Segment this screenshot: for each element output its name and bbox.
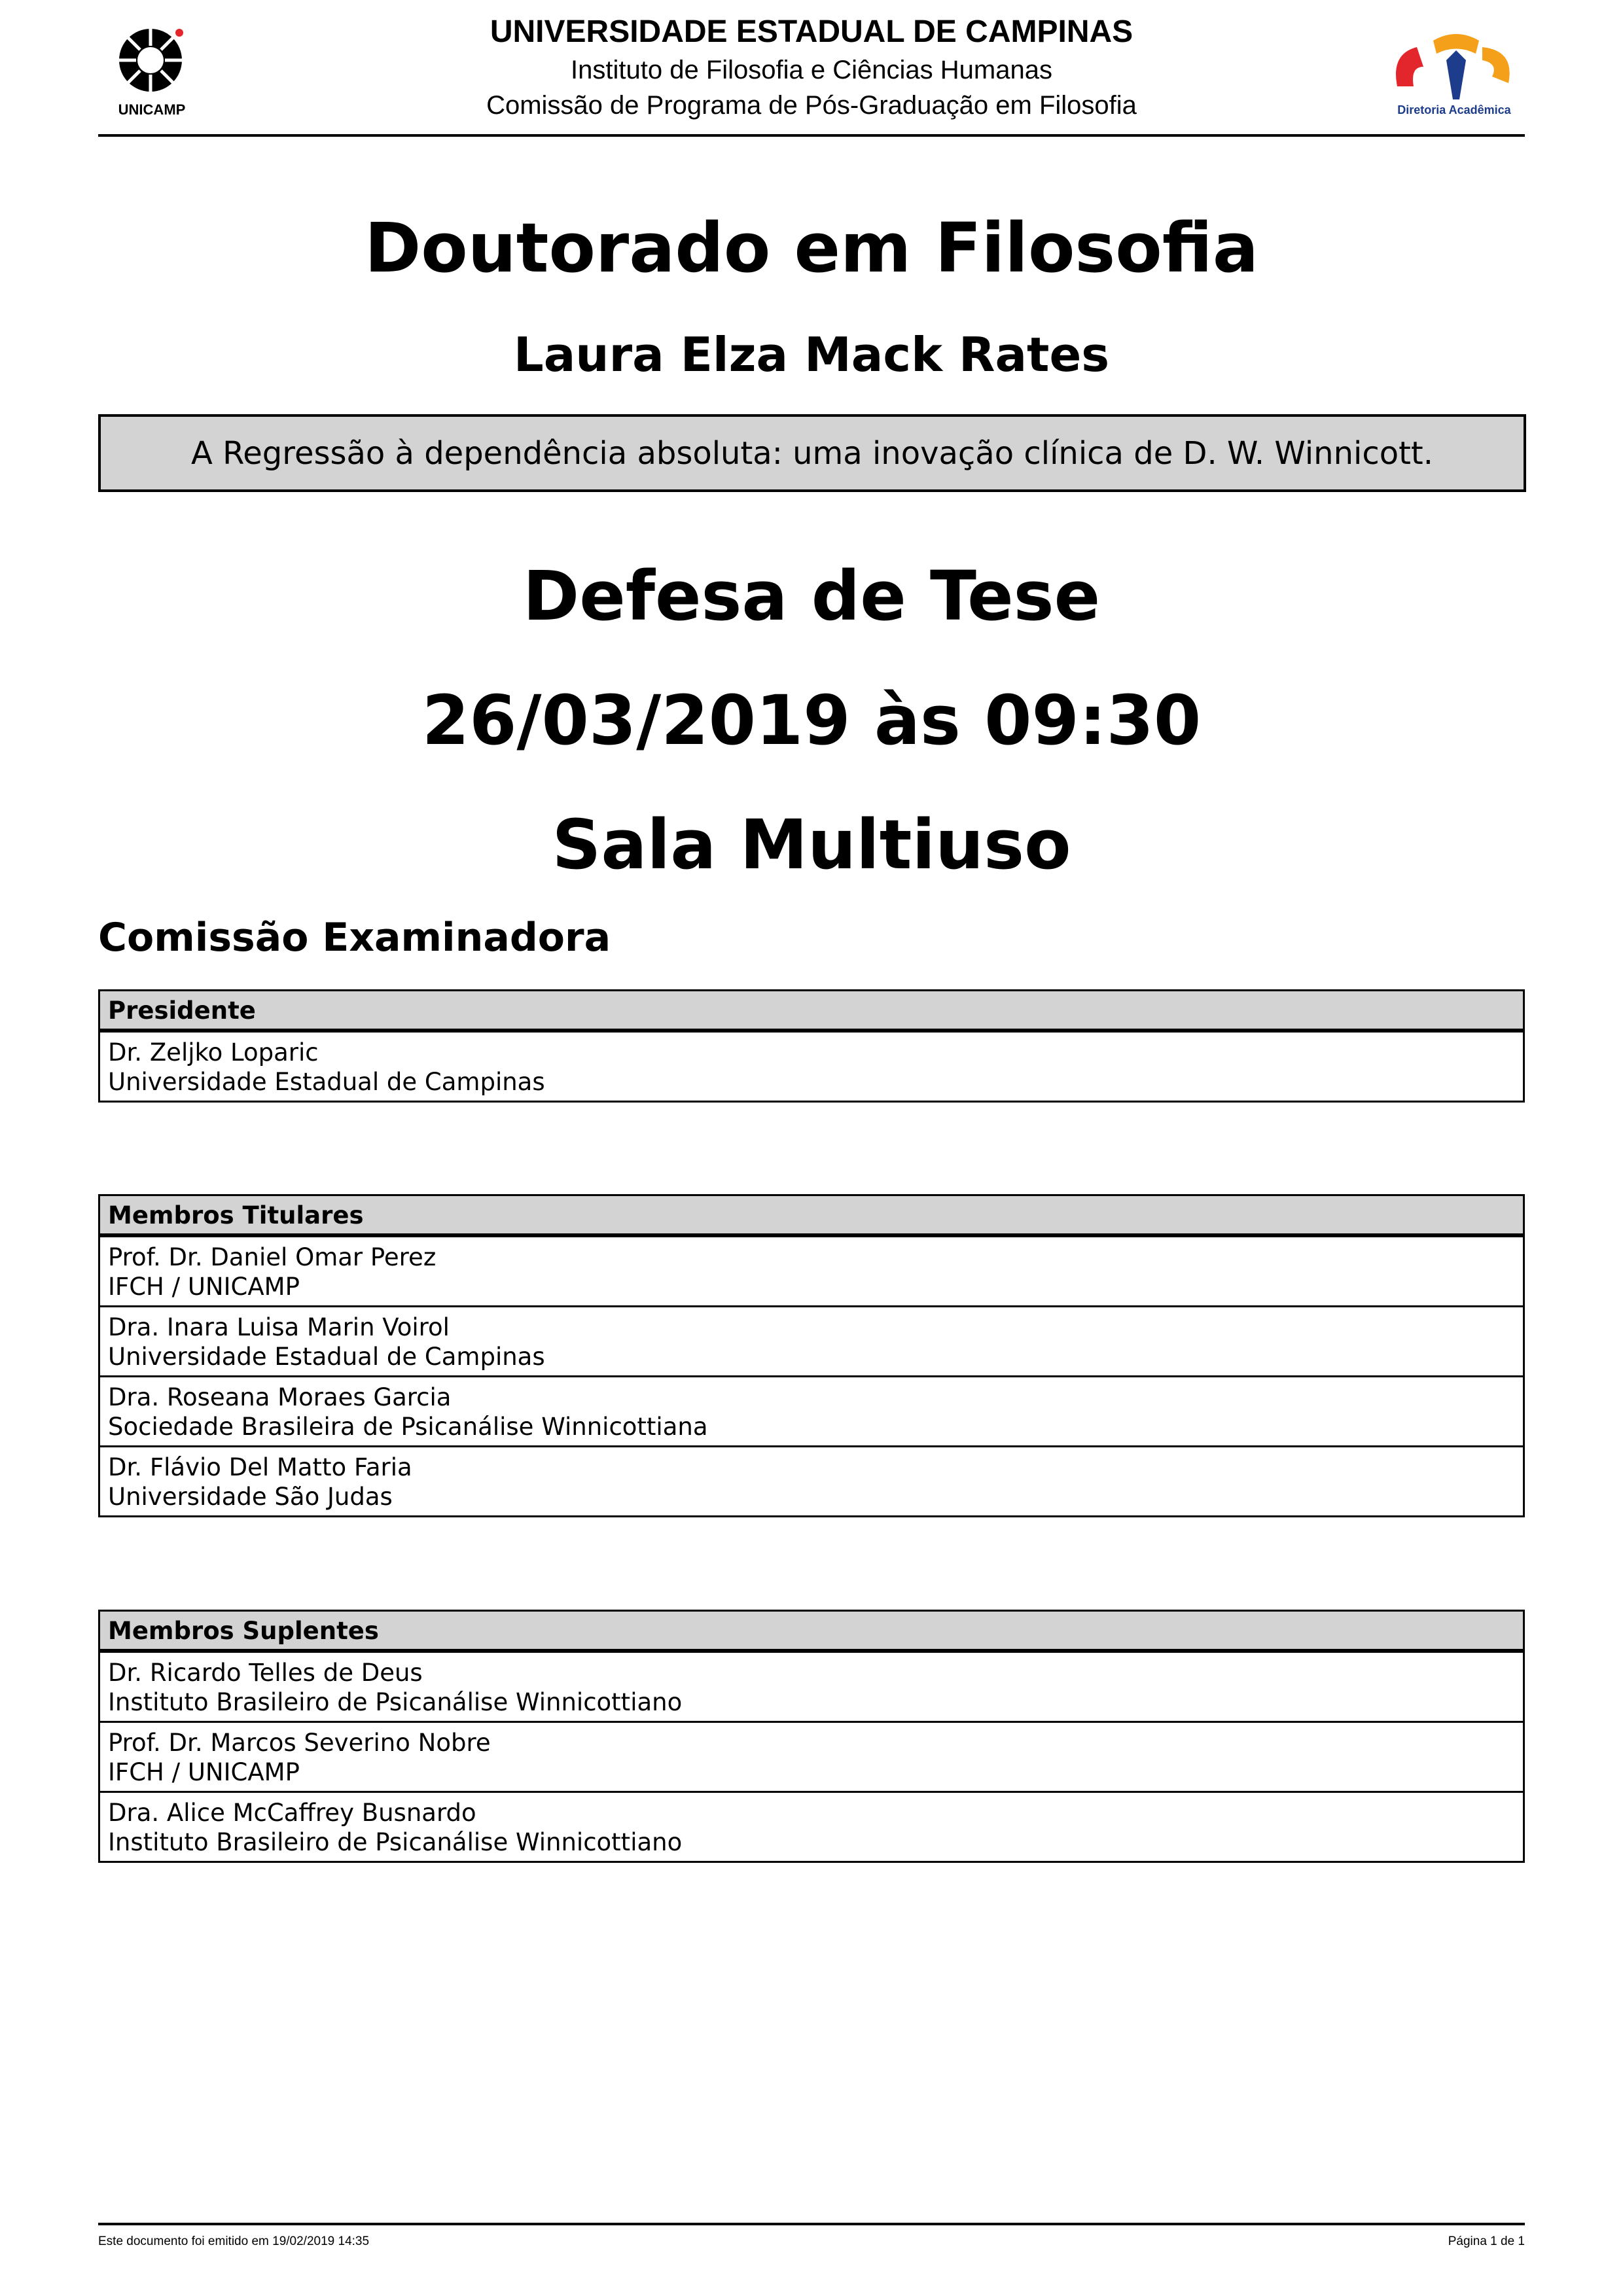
diretoria-academica-logo [1384,27,1525,122]
member-name: Dr. Zeljko Loparic [108,1038,319,1067]
event-title: Defesa de Tese [522,556,1101,636]
member-name: Dra. Alice McCaffrey Busnardo [108,1799,476,1827]
table-row [100,1235,1523,1305]
table-heading: Membros Suplentes [100,1612,1523,1651]
member-name: Dra. Roseana Moraes Garcia [108,1383,452,1411]
svg-text:UNICAMP: UNICAMP [118,101,186,118]
table-row [100,1445,1523,1515]
table-row [100,1721,1523,1791]
member-name: Prof. Dr. Marcos Severino Nobre [108,1729,491,1757]
student-name: Laura Elza Mack Rates [513,327,1110,382]
member-name: Dr. Flávio Del Matto Faria [108,1453,412,1481]
member-affiliation: Sociedade Brasileira de Psicanálise Winnicottiana [108,1413,708,1441]
event-datetime: 26/03/2019 às 09:30 [421,680,1202,760]
member-affiliation: IFCH / UNICAMP [108,1273,300,1301]
suplentes-table [98,1610,1525,1863]
table-heading: Membros Titulares [100,1196,1523,1235]
member-affiliation: Universidade Estadual de Campinas [108,1343,545,1371]
svg-text:Diretoria Acadêmica: Diretoria Acadêmica [1397,103,1511,116]
event-room: Sala Multiuso [552,805,1071,885]
page-number: Página 1 de 1 [1448,2234,1525,2248]
member-name: Dra. Inara Luisa Marin Voirol [108,1313,450,1341]
institute-name: Instituto de Filosofia e Ciências Humanas [571,56,1052,84]
thesis-title: A Regressão à dependência absoluta: uma inovação clínica de D. W. Winnicott. [190,434,1434,472]
table-row [100,1305,1523,1375]
table-row [100,1791,1523,1861]
titulares-table [98,1194,1525,1517]
table-heading: Presidente [100,991,1523,1031]
thesis-title-box [98,414,1526,492]
member-affiliation: Universidade Estadual de Campinas [108,1068,545,1096]
member-affiliation: Universidade São Judas [108,1483,393,1511]
table-row [100,1651,1523,1721]
university-name: UNIVERSIDADE ESTADUAL DE CAMPINAS [490,14,1133,49]
program-title: Doutorado em Filosofia [364,208,1259,288]
document-header [98,0,1525,137]
table-row [100,1375,1523,1445]
member-name: Prof. Dr. Daniel Omar Perez [108,1243,437,1271]
member-affiliation: Instituto Brasileiro de Psicanálise Winnicottiano [108,1688,683,1716]
commission-name: Comissão de Programa de Pós-Graduação em Filosofia [486,91,1137,120]
member-affiliation: IFCH / UNICAMP [108,1758,300,1786]
committee-title: Comissão Examinadora [98,915,611,961]
president-table [98,989,1525,1103]
document-footer [98,2223,1525,2248]
issued-date: Este documento foi emitido em 19/02/2019 14:35 [98,2234,370,2248]
member-name: Dr. Ricardo Telles de Deus [108,1659,423,1687]
member-affiliation: Instituto Brasileiro de Psicanálise Winnicottiano [108,1828,683,1856]
table-row [100,1031,1523,1101]
